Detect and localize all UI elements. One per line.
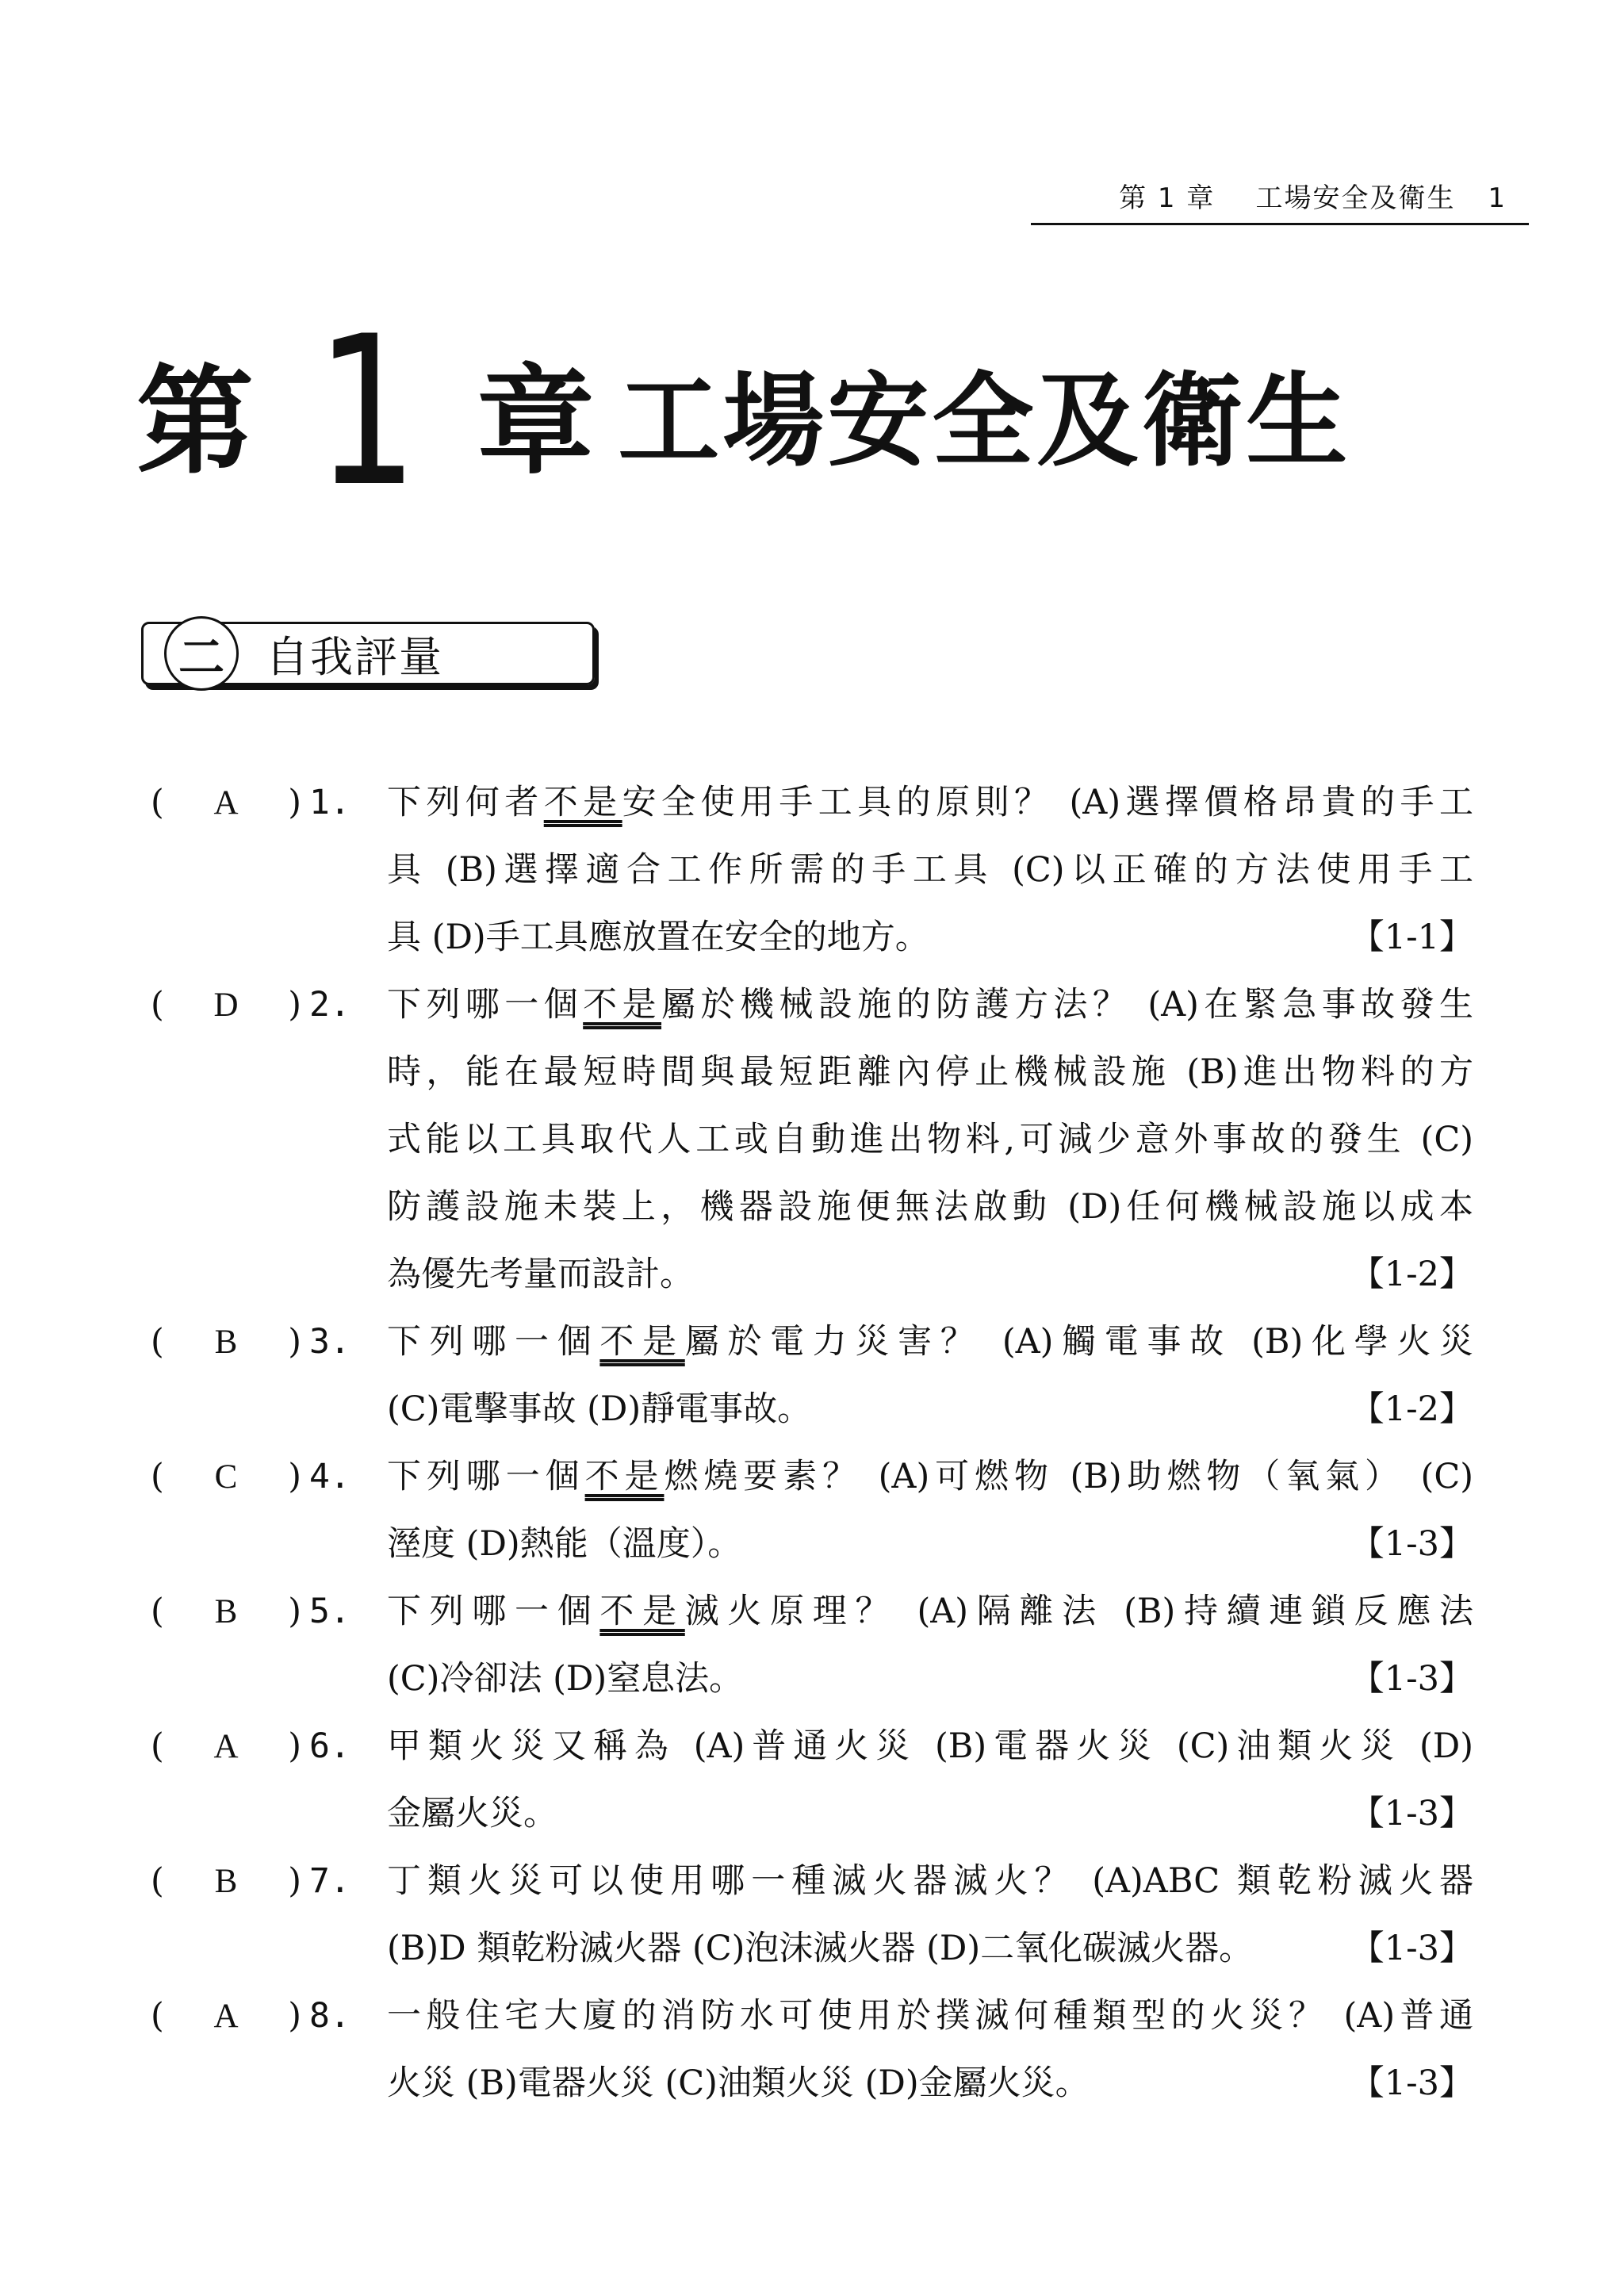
- text-segment: 為優先考量而設計。: [387, 1255, 694, 1294]
- text-segment: 滅火原理？ (A)隔離法 (B)持續連鎖反應法: [684, 1592, 1474, 1631]
- answer-close-paren: ): [288, 1592, 301, 1631]
- answer-open-paren: (: [151, 1861, 164, 1901]
- text-segment: 屬於機械設施的防護方法？ (A)在緊急事故發生: [661, 985, 1474, 1025]
- chapter-prefix: 第: [136, 354, 254, 490]
- text-segment: 一般住宅大廈的消防水可使用於撲滅何種類型的火災？ (A)普通: [387, 1996, 1473, 2036]
- question-text: [387, 1376, 1473, 1443]
- question-item: [151, 1443, 1473, 1578]
- question-list: [151, 769, 1473, 2117]
- question-line: [151, 1848, 1473, 1915]
- answer-open-paren: (: [151, 1996, 164, 2036]
- question-item: [151, 971, 1473, 1308]
- question-text: [387, 1039, 1473, 1106]
- question-number: 8.: [309, 1996, 350, 2036]
- question-text: [387, 1915, 1473, 1983]
- answer-open-paren: (: [151, 783, 164, 822]
- answer-close-paren: ): [288, 1726, 301, 1766]
- question-text: [387, 904, 1473, 971]
- question-number: 7.: [309, 1861, 350, 1901]
- question-item: [151, 1713, 1473, 1848]
- answer-bracket: [151, 1443, 301, 1511]
- emphasis-not: 不是: [543, 783, 622, 822]
- text-segment: 式能以工具取代人工或自動進出物料,可減少意外事故的發生 (C): [387, 1120, 1473, 1159]
- question-line: [151, 1511, 1473, 1578]
- question-text: [387, 769, 1473, 837]
- answer-letter: B: [214, 1324, 238, 1361]
- text-segment: 金屬火災。: [387, 1794, 557, 1833]
- answer-letter: D: [213, 987, 239, 1024]
- chapter-title: [136, 293, 1351, 532]
- header-chapter-label: 第 1 章: [1119, 182, 1216, 214]
- section-reference: 【1-3】: [1350, 2063, 1473, 2103]
- question-line: [151, 1915, 1473, 1983]
- answer-letter: A: [213, 1998, 239, 2035]
- question-item: [151, 1578, 1473, 1713]
- answer-bracket: [151, 1578, 301, 1646]
- question-text: [387, 837, 1473, 904]
- question-line: [151, 1443, 1473, 1511]
- answer-letter: B: [214, 1593, 238, 1630]
- chapter-number: 1: [316, 293, 419, 532]
- running-header: [1031, 176, 1529, 225]
- text-segment: 具 (D)手工具應放置在安全的地方。: [387, 918, 929, 957]
- question-text: [387, 1646, 1473, 1713]
- text-segment: 安全使用手工具的原則？ (A)選擇價格昂貴的手工: [622, 783, 1474, 822]
- page-number: 1: [1488, 182, 1507, 214]
- question-text: [387, 1174, 1473, 1241]
- question-line: [151, 1713, 1473, 1780]
- question-text: [387, 1443, 1473, 1511]
- answer-letter: A: [213, 1728, 239, 1765]
- text-segment: 下列哪一個: [387, 1322, 600, 1362]
- answer-bracket: [151, 1848, 301, 1915]
- question-item: [151, 1308, 1473, 1443]
- question-line: [151, 1106, 1473, 1174]
- text-segment: 丁類火災可以使用哪一種滅火器滅火？ (A)ABC 類乾粉滅火器: [387, 1861, 1473, 1901]
- emphasis-not: 不是: [583, 985, 662, 1025]
- text-segment: 防護設施未裝上，機器設施便無法啟動 (D)任何機械設施以成本: [387, 1187, 1473, 1227]
- question-text: [387, 971, 1473, 1039]
- question-line: [151, 837, 1473, 904]
- question-text: [387, 1511, 1473, 1578]
- answer-letter: C: [214, 1458, 238, 1496]
- question-line: [151, 1376, 1473, 1443]
- answer-open-paren: (: [151, 1726, 164, 1766]
- question-item: [151, 1848, 1473, 1983]
- question-line: [151, 2050, 1473, 2117]
- question-line: [151, 1780, 1473, 1848]
- chapter-name: 工場安全及衛生: [618, 362, 1351, 481]
- question-text: [387, 1241, 1473, 1308]
- text-segment: 時，能在最短時間與最短距離內停止機械設施 (B)進出物料的方: [387, 1052, 1473, 1092]
- section-reference: 【1-2】: [1350, 1255, 1473, 1294]
- section-reference: 【1-3】: [1350, 1794, 1473, 1833]
- text-segment: (C)冷卻法 (D)窒息法。: [387, 1659, 744, 1699]
- text-segment: 屬於電力災害？ (A)觸電事故 (B)化學火災: [684, 1322, 1474, 1362]
- answer-open-paren: (: [151, 1592, 164, 1631]
- text-segment: 下列哪一個: [387, 1592, 600, 1631]
- answer-bracket: [151, 1713, 301, 1780]
- emphasis-not: 不是: [599, 1322, 685, 1362]
- question-number: 3.: [309, 1322, 350, 1362]
- text-segment: 下列何者: [387, 783, 544, 822]
- question-text: [387, 1780, 1473, 1848]
- question-text: [387, 1578, 1473, 1646]
- question-line: [151, 1578, 1473, 1646]
- question-line: [151, 1646, 1473, 1713]
- question-item: [151, 1983, 1473, 2117]
- question-line: [151, 1174, 1473, 1241]
- question-number: 5.: [309, 1592, 350, 1631]
- chapter-suffix: 章: [477, 354, 595, 490]
- question-line: [151, 1308, 1473, 1376]
- answer-open-paren: (: [151, 985, 164, 1025]
- answer-close-paren: ): [288, 783, 301, 822]
- question-text: [387, 1983, 1473, 2050]
- emphasis-not: 不是: [584, 1457, 665, 1496]
- section-label: 自我評量: [266, 631, 443, 682]
- section-reference: 【1-3】: [1350, 1659, 1473, 1699]
- answer-bracket: [151, 769, 301, 837]
- answer-close-paren: ): [288, 1861, 301, 1901]
- question-number: 4.: [309, 1457, 350, 1496]
- answer-bracket: [151, 1308, 301, 1376]
- header-chapter-name: 工場安全及衛生: [1255, 182, 1456, 214]
- question-text: [387, 1308, 1473, 1376]
- section-reference: 【1-3】: [1350, 1929, 1473, 1968]
- answer-letter: B: [214, 1863, 238, 1900]
- text-segment: 具 (B)選擇適合工作所需的手工具 (C)以正確的方法使用手工: [387, 850, 1473, 890]
- section-heading: [141, 622, 595, 685]
- question-item: [151, 769, 1473, 971]
- question-line: [151, 904, 1473, 971]
- text-segment: 燃燒要素？ (A)可燃物 (B)助燃物（氧氣） (C): [664, 1457, 1474, 1496]
- text-segment: (C)電擊事故 (D)靜電事故。: [387, 1389, 812, 1429]
- question-line: [151, 1241, 1473, 1308]
- question-line: [151, 971, 1473, 1039]
- question-number: 2.: [309, 985, 350, 1025]
- answer-open-paren: (: [151, 1457, 164, 1496]
- answer-close-paren: ): [288, 1322, 301, 1362]
- text-segment: 火災 (B)電器火災 (C)油類火災 (D)金屬火災。: [387, 2063, 1090, 2103]
- text-segment: (B)D 類乾粉滅火器 (C)泡沫滅火器 (D)二氧化碳滅火器。: [387, 1929, 1254, 1968]
- question-text: [387, 1713, 1473, 1780]
- question-number: 6.: [309, 1726, 350, 1766]
- section-reference: 【1-1】: [1350, 918, 1473, 957]
- section-reference: 【1-3】: [1350, 1524, 1473, 1564]
- text-segment: 下列哪一個: [387, 985, 584, 1025]
- text-segment: 溼度 (D)熱能（溫度）。: [387, 1524, 742, 1564]
- answer-open-paren: (: [151, 1322, 164, 1362]
- question-text: [387, 1106, 1473, 1174]
- text-segment: 甲類火災又稱為 (A)普通火災 (B)電器火災 (C)油類火災 (D): [387, 1726, 1473, 1766]
- answer-close-paren: ): [288, 1996, 301, 2036]
- section-badge: 二: [164, 616, 239, 691]
- question-text: [387, 2050, 1473, 2117]
- section-reference: 【1-2】: [1350, 1389, 1473, 1429]
- question-number: 1.: [309, 783, 350, 822]
- question-line: [151, 1983, 1473, 2050]
- emphasis-not: 不是: [599, 1592, 685, 1631]
- question-line: [151, 1039, 1473, 1106]
- question-line: [151, 769, 1473, 837]
- question-text: [387, 1848, 1473, 1915]
- answer-close-paren: ): [288, 985, 301, 1025]
- answer-close-paren: ): [288, 1457, 301, 1496]
- answer-letter: A: [213, 784, 239, 822]
- answer-bracket: [151, 971, 301, 1039]
- answer-bracket: [151, 1983, 301, 2050]
- text-segment: 下列哪一個: [387, 1457, 585, 1496]
